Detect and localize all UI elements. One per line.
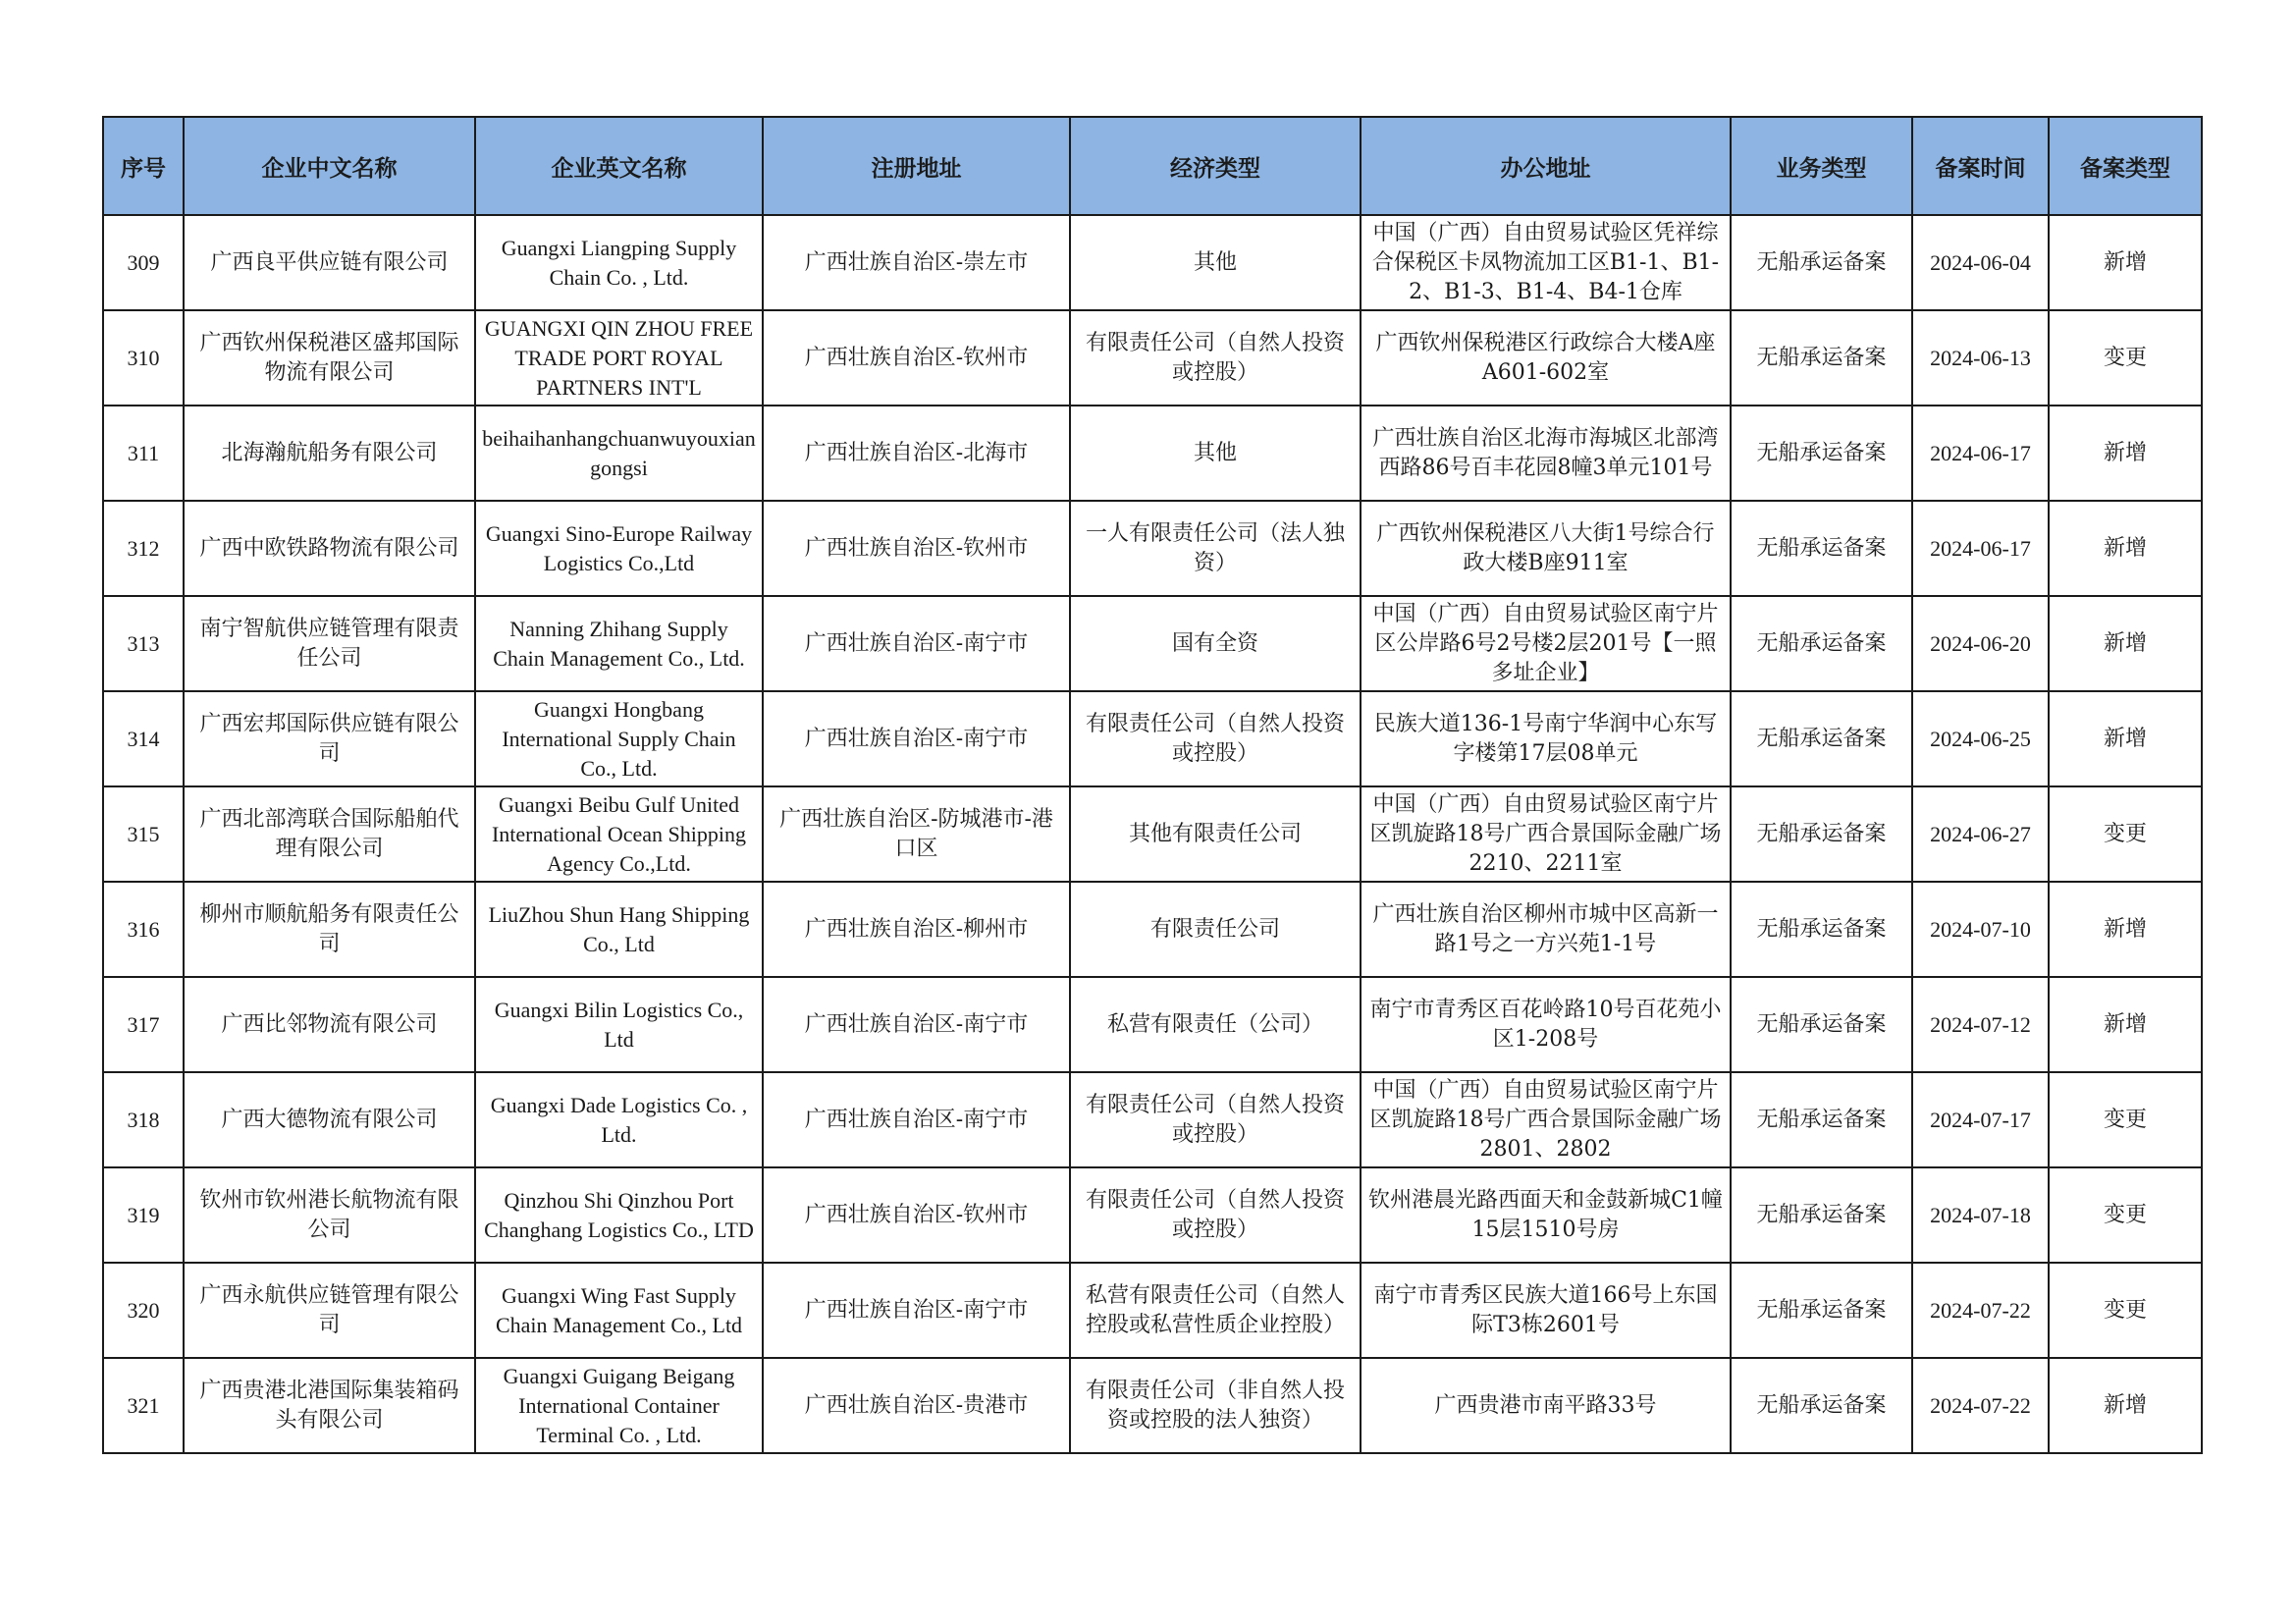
cell-company-en: beihaihanhangchuanwuyouxiangongsi	[475, 406, 763, 501]
cell-company-cn: 广西比邻物流有限公司	[184, 977, 475, 1072]
cell-filing-date: 2024-06-25	[1912, 691, 2049, 786]
cell-registered-address: 广西壮族自治区-柳州市	[763, 882, 1070, 977]
cell-company-en: LiuZhou Shun Hang Shipping Co., Ltd	[475, 882, 763, 977]
cell-company-en: Guangxi Guigang Beigang International Container Terminal Co. , Ltd.	[475, 1358, 763, 1453]
cell-business-type: 无船承运备案	[1731, 406, 1912, 501]
table-row	[103, 1263, 2202, 1358]
cell-registered-address: 广西壮族自治区-钦州市	[763, 310, 1070, 406]
cell-company-cn: 广西钦州保税港区盛邦国际物流有限公司	[184, 310, 475, 406]
cell-filing-type: 新增	[2049, 882, 2202, 977]
header-company-en: 企业英文名称	[475, 117, 763, 215]
table-row	[103, 406, 2202, 501]
cell-filing-type: 变更	[2049, 310, 2202, 406]
cell-filing-date: 2024-06-20	[1912, 596, 2049, 691]
cell-filing-date: 2024-07-12	[1912, 977, 2049, 1072]
cell-business-type: 无船承运备案	[1731, 977, 1912, 1072]
cell-index: 315	[103, 786, 184, 882]
cell-office-address: 钦州港晨光路西面天和金鼓新城C1幢15层1510号房	[1361, 1167, 1731, 1263]
cell-office-address: 广西钦州保税港区八大街1号综合行政大楼B座911室	[1361, 501, 1731, 596]
cell-filing-type: 变更	[2049, 786, 2202, 882]
cell-company-cn: 广西北部湾联合国际船舶代理有限公司	[184, 786, 475, 882]
cell-registered-address: 广西壮族自治区-钦州市	[763, 501, 1070, 596]
cell-business-type: 无船承运备案	[1731, 596, 1912, 691]
cell-office-address: 中国（广西）自由贸易试验区南宁片区凯旋路18号广西合景国际金融广场2210、2211室	[1361, 786, 1731, 882]
cell-economic-type: 私营有限责任公司（自然人控股或私营性质企业控股）	[1070, 1263, 1361, 1358]
cell-company-en: Guangxi Bilin Logistics Co., Ltd	[475, 977, 763, 1072]
cell-economic-type: 有限责任公司（自然人投资或控股）	[1070, 691, 1361, 786]
cell-business-type: 无船承运备案	[1731, 1167, 1912, 1263]
table-row	[103, 1072, 2202, 1167]
table-row	[103, 596, 2202, 691]
cell-economic-type: 有限责任公司（自然人投资或控股）	[1070, 310, 1361, 406]
cell-company-en: Guangxi Dade Logistics Co. , Ltd.	[475, 1072, 763, 1167]
cell-index: 319	[103, 1167, 184, 1263]
cell-index: 310	[103, 310, 184, 406]
cell-company-cn: 广西永航供应链管理有限公司	[184, 1263, 475, 1358]
header-office-address: 办公地址	[1361, 117, 1731, 215]
cell-economic-type: 其他	[1070, 215, 1361, 310]
cell-business-type: 无船承运备案	[1731, 691, 1912, 786]
cell-economic-type: 有限责任公司	[1070, 882, 1361, 977]
cell-filing-type: 新增	[2049, 691, 2202, 786]
cell-filing-type: 新增	[2049, 977, 2202, 1072]
cell-company-en: GUANGXI QIN ZHOU FREE TRADE PORT ROYAL PARTNERS INT'L	[475, 310, 763, 406]
cell-filing-date: 2024-07-22	[1912, 1358, 2049, 1453]
header-index: 序号	[103, 117, 184, 215]
cell-registered-address: 广西壮族自治区-防城港市-港口区	[763, 786, 1070, 882]
table-row	[103, 1358, 2202, 1453]
cell-company-en: Guangxi Wing Fast Supply Chain Management Co., Ltd	[475, 1263, 763, 1358]
cell-office-address: 广西钦州保税港区行政综合大楼A座A601-602室	[1361, 310, 1731, 406]
cell-company-cn: 广西良平供应链有限公司	[184, 215, 475, 310]
cell-filing-date: 2024-07-10	[1912, 882, 2049, 977]
cell-filing-date: 2024-07-22	[1912, 1263, 2049, 1358]
cell-index: 311	[103, 406, 184, 501]
table-row	[103, 691, 2202, 786]
cell-economic-type: 有限责任公司（自然人投资或控股）	[1070, 1167, 1361, 1263]
header-economic-type: 经济类型	[1070, 117, 1361, 215]
cell-office-address: 南宁市青秀区民族大道166号上东国际T3栋2601号	[1361, 1263, 1731, 1358]
cell-company-cn: 北海瀚航船务有限公司	[184, 406, 475, 501]
cell-office-address: 南宁市青秀区百花岭路10号百花苑小区1-208号	[1361, 977, 1731, 1072]
cell-filing-date: 2024-06-13	[1912, 310, 2049, 406]
cell-office-address: 广西贵港市南平路33号	[1361, 1358, 1731, 1453]
table-row	[103, 310, 2202, 406]
cell-company-en: Guangxi Hongbang International Supply Chain Co., Ltd.	[475, 691, 763, 786]
filing-records-table	[102, 116, 2203, 1454]
cell-filing-type: 变更	[2049, 1167, 2202, 1263]
cell-office-address: 民族大道136-1号南宁华润中心东写字楼第17层08单元	[1361, 691, 1731, 786]
cell-registered-address: 广西壮族自治区-南宁市	[763, 596, 1070, 691]
cell-economic-type: 有限责任公司（自然人投资或控股）	[1070, 1072, 1361, 1167]
cell-index: 318	[103, 1072, 184, 1167]
cell-index: 321	[103, 1358, 184, 1453]
cell-business-type: 无船承运备案	[1731, 310, 1912, 406]
cell-registered-address: 广西壮族自治区-钦州市	[763, 1167, 1070, 1263]
cell-index: 314	[103, 691, 184, 786]
cell-filing-type: 新增	[2049, 215, 2202, 310]
header-row	[103, 117, 2202, 215]
table-row	[103, 215, 2202, 310]
cell-office-address: 中国（广西）自由贸易试验区凭祥综合保税区卡凤物流加工区B1-1、B1-2、B1-3、B1-4、B4-1仓库	[1361, 215, 1731, 310]
cell-company-cn: 广西大德物流有限公司	[184, 1072, 475, 1167]
cell-company-en: Guangxi Beibu Gulf United International Ocean Shipping Agency Co.,Ltd.	[475, 786, 763, 882]
cell-filing-type: 新增	[2049, 596, 2202, 691]
cell-company-cn: 广西中欧铁路物流有限公司	[184, 501, 475, 596]
cell-company-cn: 广西宏邦国际供应链有限公司	[184, 691, 475, 786]
cell-company-en: Nanning Zhihang Supply Chain Management Co., Ltd.	[475, 596, 763, 691]
cell-registered-address: 广西壮族自治区-南宁市	[763, 691, 1070, 786]
table-row	[103, 501, 2202, 596]
cell-company-cn: 广西贵港北港国际集装箱码头有限公司	[184, 1358, 475, 1453]
cell-registered-address: 广西壮族自治区-南宁市	[763, 977, 1070, 1072]
cell-company-en: Guangxi Sino-Europe Railway Logistics Co.,Ltd	[475, 501, 763, 596]
cell-index: 316	[103, 882, 184, 977]
cell-office-address: 广西壮族自治区北海市海城区北部湾西路86号百丰花园8幢3单元101号	[1361, 406, 1731, 501]
header-filing-type: 备案类型	[2049, 117, 2202, 215]
cell-filing-type: 变更	[2049, 1072, 2202, 1167]
cell-economic-type: 其他	[1070, 406, 1361, 501]
cell-office-address: 中国（广西）自由贸易试验区南宁片区公岸路6号2号楼2层201号【一照多址企业】	[1361, 596, 1731, 691]
header-registered-address: 注册地址	[763, 117, 1070, 215]
cell-company-cn: 南宁智航供应链管理有限责任公司	[184, 596, 475, 691]
table-row	[103, 1167, 2202, 1263]
cell-filing-date: 2024-06-17	[1912, 406, 2049, 501]
cell-index: 312	[103, 501, 184, 596]
cell-registered-address: 广西壮族自治区-贵港市	[763, 1358, 1070, 1453]
cell-filing-type: 新增	[2049, 501, 2202, 596]
cell-economic-type: 有限责任公司（非自然人投资或控股的法人独资）	[1070, 1358, 1361, 1453]
header-filing-date: 备案时间	[1912, 117, 2049, 215]
cell-business-type: 无船承运备案	[1731, 1263, 1912, 1358]
cell-economic-type: 其他有限责任公司	[1070, 786, 1361, 882]
cell-registered-address: 广西壮族自治区-南宁市	[763, 1263, 1070, 1358]
cell-economic-type: 私营有限责任（公司）	[1070, 977, 1361, 1072]
cell-business-type: 无船承运备案	[1731, 1358, 1912, 1453]
cell-company-en: Guangxi Liangping Supply Chain Co. , Ltd.	[475, 215, 763, 310]
cell-economic-type: 一人有限责任公司（法人独资）	[1070, 501, 1361, 596]
cell-office-address: 广西壮族自治区柳州市城中区高新一路1号之一方兴苑1-1号	[1361, 882, 1731, 977]
cell-filing-date: 2024-06-17	[1912, 501, 2049, 596]
table-row	[103, 786, 2202, 882]
cell-business-type: 无船承运备案	[1731, 786, 1912, 882]
cell-index: 317	[103, 977, 184, 1072]
cell-business-type: 无船承运备案	[1731, 882, 1912, 977]
cell-registered-address: 广西壮族自治区-南宁市	[763, 1072, 1070, 1167]
cell-filing-type: 变更	[2049, 1263, 2202, 1358]
cell-economic-type: 国有全资	[1070, 596, 1361, 691]
cell-filing-date: 2024-07-18	[1912, 1167, 2049, 1263]
cell-filing-type: 新增	[2049, 406, 2202, 501]
table-row	[103, 977, 2202, 1072]
cell-business-type: 无船承运备案	[1731, 501, 1912, 596]
cell-business-type: 无船承运备案	[1731, 215, 1912, 310]
header-company-cn: 企业中文名称	[184, 117, 475, 215]
cell-registered-address: 广西壮族自治区-北海市	[763, 406, 1070, 501]
cell-company-cn: 钦州市钦州港长航物流有限公司	[184, 1167, 475, 1263]
cell-filing-date: 2024-07-17	[1912, 1072, 2049, 1167]
cell-registered-address: 广西壮族自治区-崇左市	[763, 215, 1070, 310]
cell-business-type: 无船承运备案	[1731, 1072, 1912, 1167]
cell-company-en: Qinzhou Shi Qinzhou Port Changhang Logistics Co., LTD	[475, 1167, 763, 1263]
table-row	[103, 882, 2202, 977]
cell-filing-type: 新增	[2049, 1358, 2202, 1453]
cell-index: 313	[103, 596, 184, 691]
cell-office-address: 中国（广西）自由贸易试验区南宁片区凯旋路18号广西合景国际金融广场2801、2802	[1361, 1072, 1731, 1167]
cell-filing-date: 2024-06-27	[1912, 786, 2049, 882]
cell-index: 309	[103, 215, 184, 310]
cell-filing-date: 2024-06-04	[1912, 215, 2049, 310]
header-business-type: 业务类型	[1731, 117, 1912, 215]
cell-company-cn: 柳州市顺航船务有限责任公司	[184, 882, 475, 977]
cell-index: 320	[103, 1263, 184, 1358]
